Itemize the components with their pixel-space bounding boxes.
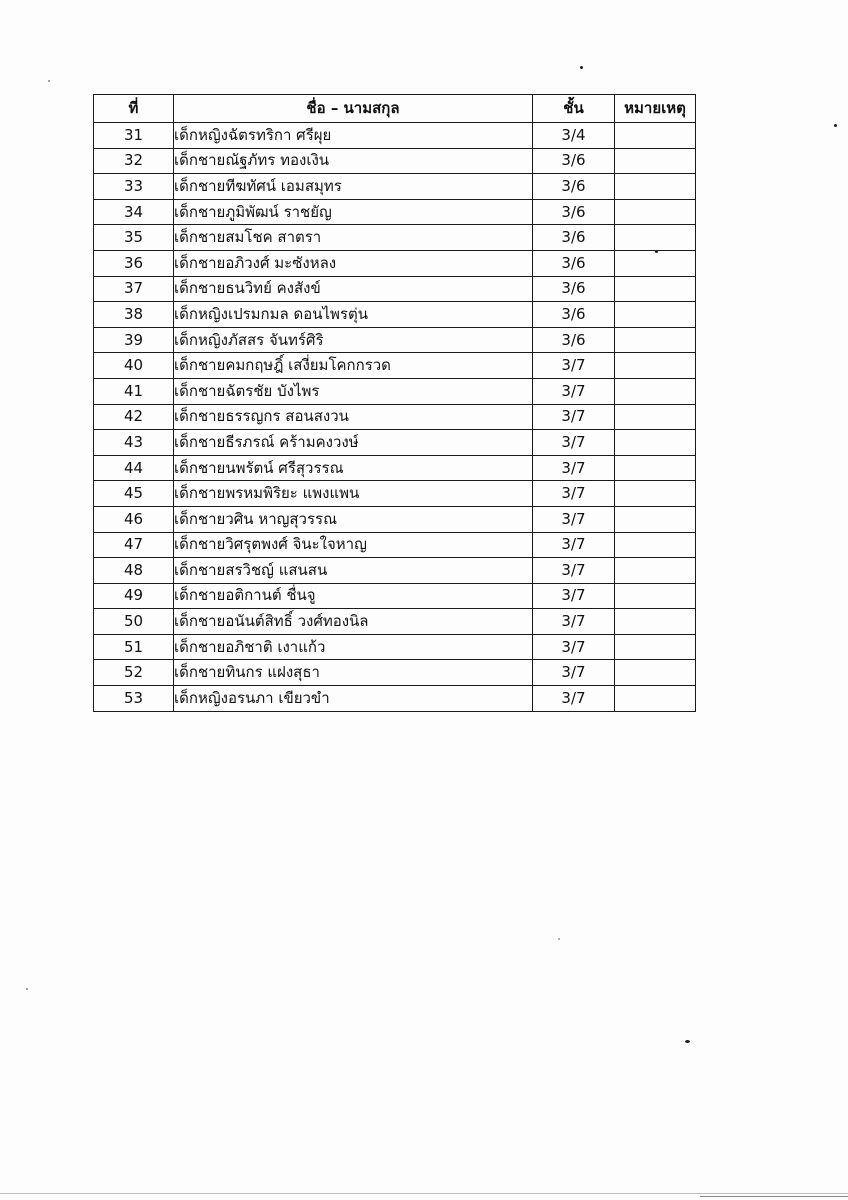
row-number-cell: 50 (94, 609, 174, 635)
header-note: หมายเหตุ (615, 95, 696, 123)
class-cell: 3/7 (533, 660, 615, 686)
row-number-cell: 42 (94, 404, 174, 430)
student-name-cell: เด็กชายธีรภรณ์ คร้ามคงวงษ์ (174, 430, 533, 456)
table-row (94, 686, 696, 712)
row-number-cell: 46 (94, 506, 174, 532)
row-number-cell: 32 (94, 148, 174, 174)
header-row (94, 95, 696, 123)
class-cell: 3/6 (533, 302, 615, 328)
row-number-cell: 33 (94, 174, 174, 200)
student-name-cell: เด็กชายอติกานต์ ชื่นจู (174, 583, 533, 609)
class-cell: 3/6 (533, 250, 615, 276)
scan-speck (26, 988, 28, 990)
class-cell: 3/7 (533, 634, 615, 660)
student-name-cell: เด็กชายทินกร แฝงสุธา (174, 660, 533, 686)
row-number-cell: 44 (94, 455, 174, 481)
table-row (94, 506, 696, 532)
student-name-cell: เด็กชายธรรญกร สอนสงวน (174, 404, 533, 430)
note-cell (615, 302, 696, 328)
note-cell (615, 609, 696, 635)
note-cell (615, 225, 696, 251)
row-number-cell: 36 (94, 250, 174, 276)
class-cell: 3/7 (533, 532, 615, 558)
row-number-cell: 37 (94, 276, 174, 302)
student-name-cell: เด็กชายพรหมพิริยะ แพงแพน (174, 481, 533, 507)
table-row (94, 174, 696, 200)
note-cell (615, 686, 696, 712)
student-name-cell: เด็กชายสมโชค สาตรา (174, 225, 533, 251)
student-name-cell: เด็กชายอนันต์สิทธิ์ วงศ์ทองนิล (174, 609, 533, 635)
note-cell (615, 199, 696, 225)
scan-speck (48, 80, 50, 82)
row-number-cell: 40 (94, 353, 174, 379)
table-body (94, 123, 696, 712)
class-cell: 3/7 (533, 430, 615, 456)
table-row (94, 609, 696, 635)
row-number-cell: 41 (94, 378, 174, 404)
scan-speck (685, 1040, 690, 1043)
note-cell (615, 123, 696, 149)
header-name: ชื่อ – นามสกุล (174, 95, 533, 123)
table-row (94, 250, 696, 276)
table-row (94, 660, 696, 686)
note-cell (615, 583, 696, 609)
note-cell (615, 378, 696, 404)
student-name-cell: เด็กชายอภิชาติ เงาแก้ว (174, 634, 533, 660)
table-row (94, 634, 696, 660)
row-number-cell: 35 (94, 225, 174, 251)
table-row (94, 302, 696, 328)
class-cell: 3/6 (533, 199, 615, 225)
table-row (94, 558, 696, 584)
class-cell: 3/7 (533, 353, 615, 379)
note-cell (615, 481, 696, 507)
row-number-cell: 38 (94, 302, 174, 328)
note-cell (615, 558, 696, 584)
student-name-cell: เด็กหญิงฉัตรทริกา ศรีผุย (174, 123, 533, 149)
student-name-cell: เด็กชายธนวิทย์ คงสังข์ (174, 276, 533, 302)
table-row (94, 353, 696, 379)
class-cell: 3/7 (533, 404, 615, 430)
note-cell (615, 660, 696, 686)
table-row (94, 455, 696, 481)
student-name-cell: เด็กหญิงอรนภา เขียวขำ (174, 686, 533, 712)
student-name-cell: เด็กชายทีฆทัศน์ เอมสมุทร (174, 174, 533, 200)
row-number-cell: 51 (94, 634, 174, 660)
table-row (94, 123, 696, 149)
row-number-cell: 34 (94, 199, 174, 225)
class-cell: 3/4 (533, 123, 615, 149)
scan-edge-line (0, 1193, 848, 1194)
note-cell (615, 404, 696, 430)
class-cell: 3/6 (533, 174, 615, 200)
note-cell (615, 506, 696, 532)
table-row (94, 199, 696, 225)
scan-speck (580, 66, 583, 69)
table-header (94, 95, 696, 123)
class-cell: 3/6 (533, 276, 615, 302)
student-name-cell: เด็กชายฉัตรชัย บังไพร (174, 378, 533, 404)
note-cell (615, 174, 696, 200)
note-cell (615, 148, 696, 174)
row-number-cell: 31 (94, 123, 174, 149)
student-name-cell: เด็กชายนพรัตน์ ศรีสุวรรณ (174, 455, 533, 481)
class-cell: 3/6 (533, 327, 615, 353)
student-name-cell: เด็กชายสรวิชญ์ แสนสน (174, 558, 533, 584)
note-cell (615, 276, 696, 302)
table-row (94, 148, 696, 174)
class-cell: 3/7 (533, 481, 615, 507)
scan-speck (834, 124, 837, 127)
header-class: ชั้น (533, 95, 615, 123)
table-row (94, 583, 696, 609)
class-cell: 3/7 (533, 455, 615, 481)
table-row (94, 327, 696, 353)
note-cell (615, 327, 696, 353)
table-row (94, 481, 696, 507)
student-name-cell: เด็กชายวศิน หาญสุวรรณ (174, 506, 533, 532)
table-row (94, 430, 696, 456)
header-number: ที่ (94, 95, 174, 123)
row-number-cell: 52 (94, 660, 174, 686)
row-number-cell: 39 (94, 327, 174, 353)
table-row (94, 532, 696, 558)
note-cell (615, 353, 696, 379)
note-cell (615, 250, 696, 276)
row-number-cell: 47 (94, 532, 174, 558)
student-name-cell: เด็กหญิงเปรมกมล ดอนไพรตุ่น (174, 302, 533, 328)
table-row (94, 378, 696, 404)
class-cell: 3/7 (533, 686, 615, 712)
scan-speck (558, 938, 560, 940)
row-number-cell: 48 (94, 558, 174, 584)
row-number-cell: 45 (94, 481, 174, 507)
student-name-cell: เด็กหญิงภัสสร จันทร์ศิริ (174, 327, 533, 353)
scan-speck (655, 250, 658, 253)
row-number-cell: 43 (94, 430, 174, 456)
table-row (94, 276, 696, 302)
student-name-cell: เด็กชายณัฐภัทร ทองเงิน (174, 148, 533, 174)
table-row (94, 404, 696, 430)
note-cell (615, 430, 696, 456)
student-name-cell: เด็กชายคมกฤษฎิ์ เสงี่ยมโคกกรวด (174, 353, 533, 379)
row-number-cell: 49 (94, 583, 174, 609)
class-cell: 3/7 (533, 506, 615, 532)
note-cell (615, 634, 696, 660)
class-cell: 3/7 (533, 558, 615, 584)
class-cell: 3/6 (533, 148, 615, 174)
class-cell: 3/6 (533, 225, 615, 251)
class-cell: 3/7 (533, 378, 615, 404)
note-cell (615, 455, 696, 481)
note-cell (615, 532, 696, 558)
class-cell: 3/7 (533, 609, 615, 635)
table-row (94, 225, 696, 251)
student-name-cell: เด็กชายอภิวงศ์ มะซังหลง (174, 250, 533, 276)
student-roster-table (93, 94, 696, 712)
student-name-cell: เด็กชายวิศรุตพงศ์ จินะใจหาญ (174, 532, 533, 558)
class-cell: 3/7 (533, 583, 615, 609)
scan-edge-line (700, 1196, 848, 1197)
row-number-cell: 53 (94, 686, 174, 712)
student-name-cell: เด็กชายภูมิพัฒน์ ราชยัญ (174, 199, 533, 225)
